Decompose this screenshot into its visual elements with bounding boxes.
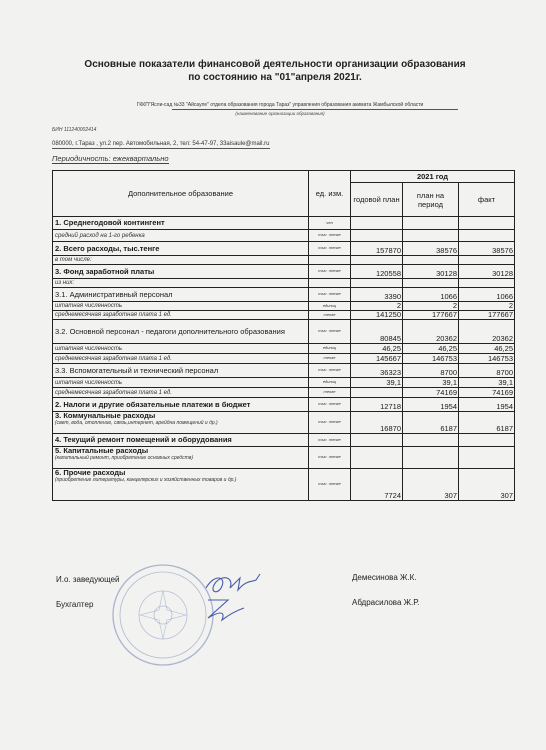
row-plan-period [403,279,459,288]
row-fact: 2 [459,302,515,311]
row-fact: 8700 [459,364,515,378]
row-indicator-label: 3. Коммунальные расходы [55,411,156,420]
table-body [53,217,515,501]
table-row [53,320,515,344]
row-indicator [53,217,309,230]
row-plan-year: 39,1 [351,378,403,388]
row-indicator-label: 3. Фонд заработной платы [55,266,155,276]
table-row [53,302,515,311]
table-row [53,398,515,412]
row-plan-year: 141250 [351,311,403,320]
row-plan-year: 7724 [351,469,403,501]
table-row [53,354,515,364]
row-plan-year: 12718 [351,398,403,412]
row-plan-year: 16870 [351,412,403,434]
row-unit: тыс. тенге [309,412,351,434]
row-unit [309,279,351,288]
row-unit: тыс. тенге [309,398,351,412]
row-fact [459,217,515,230]
financial-table [52,170,515,501]
row-indicator [53,302,309,311]
row-indicator [53,320,309,344]
row-plan-year [351,256,403,265]
address-line: 080000, г.Тараз , ул.2 пер. Автомобильная, 2, тел: 54-47-97, 33aisaule@mail.ru [52,141,270,147]
row-indicator-label: 3.3. Вспомогательный и технический персонал [55,365,219,375]
row-unit: тыс. тенге [309,288,351,302]
row-fact: 74169 [459,388,515,398]
row-indicator-label: 6. Прочие расходы [55,468,126,477]
table-row [53,434,515,447]
row-plan-period: 38576 [403,242,459,256]
row-unit [309,256,351,265]
table-row [53,412,515,434]
row-fact: 38576 [459,242,515,256]
row-plan-period: 6187 [403,412,459,434]
row-plan-year: 3390 [351,288,403,302]
row-plan-year: 80845 [351,320,403,344]
row-fact: 39,1 [459,378,515,388]
row-plan-period: 146753 [403,354,459,364]
row-indicator [53,412,309,434]
row-fact [459,256,515,265]
row-indicator [53,265,309,279]
row-plan-year [351,388,403,398]
row-plan-year [351,434,403,447]
row-plan-period: 74169 [403,388,459,398]
table-row [53,311,515,320]
director-role: И.о. заведующей [56,575,120,584]
header-fact: факт [459,183,515,217]
row-plan-year: 46,25 [351,344,403,354]
row-plan-period: 1954 [403,398,459,412]
row-fact: 46,25 [459,344,515,354]
row-indicator [53,311,309,320]
row-indicator-label: 2. Налоги и другие обязательные платежи в бюджет [55,399,251,409]
row-plan-year: 36323 [351,364,403,378]
row-indicator [53,344,309,354]
row-fact [459,447,515,469]
header-indicator: Дополнительное образование [53,171,309,217]
table-row [53,217,515,230]
row-fact: 307 [459,469,515,501]
row-indicator [53,398,309,412]
row-indicator-label: штатная численность [55,379,123,386]
table-row [53,447,515,469]
row-indicator-label: 5. Капитальные расходы [55,446,149,455]
row-plan-period: 177667 [403,311,459,320]
row-unit: тыс. тенге [309,320,351,344]
row-indicator [53,242,309,256]
row-unit: тыс. тенге [309,242,351,256]
row-plan-period [403,447,459,469]
row-indicator-label: 3.2. Основной персонал - педагоги дополнительного образования [55,326,285,336]
row-unit: тенге [309,388,351,398]
row-plan-year: 120558 [351,265,403,279]
row-indicator [53,388,309,398]
row-unit: тыс. тенге [309,469,351,501]
header-year: 2021 год [351,171,515,183]
row-indicator-label: в том числе: [55,257,92,263]
row-plan-period: 20362 [403,320,459,344]
row-plan-year [351,217,403,230]
row-plan-period [403,256,459,265]
director-name: Демесинова Ж.К. [352,573,417,582]
row-plan-period: 30128 [403,265,459,279]
table-row [53,256,515,265]
row-indicator-label: 3.1. Административный персонал [55,289,173,299]
row-indicator [53,288,309,302]
row-unit: тенге [309,354,351,364]
title-line-1: Основные показатели финансовой деятельности организации образования [84,59,466,70]
row-indicator-note: (капитальный ремонт, приобретение основных средств) [55,455,194,461]
row-indicator [53,364,309,378]
row-fact: 1954 [459,398,515,412]
row-plan-period: 46,25 [403,344,459,354]
organization-underline [172,109,458,110]
table-row [53,469,515,501]
table-row [53,279,515,288]
row-indicator [53,447,309,469]
table-row [53,388,515,398]
row-plan-period: 8700 [403,364,459,378]
row-fact: 177667 [459,311,515,320]
row-indicator-label: средний расход на 1-го ребенка [55,232,145,239]
row-indicator [53,469,309,501]
row-indicator [53,378,309,388]
header-plan-year: годовой план [351,183,403,217]
row-unit: единиц [309,344,351,354]
row-unit: тыс. тенге [309,230,351,242]
row-unit: единиц [309,378,351,388]
row-fact: 20362 [459,320,515,344]
header-plan-period: план на период [403,183,459,217]
accountant-role: Бухгалтер [56,600,94,609]
row-unit: тенге [309,311,351,320]
row-indicator-label: среднемесячная заработная плата 1 ед. [55,312,172,318]
row-plan-period: 39,1 [403,378,459,388]
row-fact [459,230,515,242]
row-plan-year [351,447,403,469]
row-indicator-label: среднемесячная заработная плата 1 ед. [55,355,172,362]
row-indicator-label: штатная численность [55,345,123,352]
accountant-name: Абдрасилова Ж.Р. [352,598,420,607]
row-indicator-label: среднемесячная заработная плата 1 ед. [55,389,172,396]
row-indicator-label: 4. Текущий ремонт помещений и оборудования [55,435,232,444]
row-indicator [53,279,309,288]
table-row [53,265,515,279]
row-unit: тыс. тенге [309,265,351,279]
signature-accountant-icon [200,592,270,628]
row-indicator-label: 1. Среднегодовой контингент [55,218,165,227]
row-plan-period: 307 [403,469,459,501]
row-indicator-note: (приобретение литературы, канцелярских и хозяйственных товаров и др.) [55,477,237,483]
row-plan-period: 1066 [403,288,459,302]
row-indicator [53,434,309,447]
row-indicator [53,230,309,242]
header-unit: ед. изм. [309,171,351,217]
row-indicator-label: из них: [55,280,75,286]
row-plan-year [351,279,403,288]
row-fact: 146753 [459,354,515,364]
row-plan-period [403,434,459,447]
organization-caption: (наименование организации образования) [235,111,325,116]
row-fact [459,434,515,447]
table-row [53,288,515,302]
organization-name: ГККП"Ясли-сад №33 "Айсауле" отдела образования города Тараз" управления образования акимата Жамбылской области [136,102,424,108]
row-plan-year: 2 [351,302,403,311]
row-fact: 1066 [459,288,515,302]
bin-number: БИН 111240002414 [52,127,97,133]
row-indicator-note: (свет, вода, отопление, связь,интернет, арейдна помещений и др.) [55,420,218,426]
row-unit: единиц [309,302,351,311]
row-unit: тыс. тенге [309,447,351,469]
periodicity: Периодичность: ежеквартально [52,154,169,163]
row-unit: тыс. тенге [309,364,351,378]
row-plan-period [403,217,459,230]
row-unit: тыс. тенге [309,434,351,447]
row-fact: 6187 [459,412,515,434]
table-row [53,344,515,354]
document-title [60,58,490,84]
row-plan-period [403,230,459,242]
row-plan-period: 2 [403,302,459,311]
row-plan-year: 157870 [351,242,403,256]
row-unit: чел [309,217,351,230]
row-plan-year [351,230,403,242]
row-fact [459,279,515,288]
table-row [53,230,515,242]
table-row [53,242,515,256]
table-row [53,364,515,378]
table-row [53,378,515,388]
title-line-2: по состоянию на "01"апреля 2021г. [188,72,362,83]
row-indicator-label: штатная численность [55,303,123,309]
row-indicator [53,354,309,364]
row-indicator-label: 2. Всего расходы, тыс.тенге [55,243,160,253]
row-fact: 30128 [459,265,515,279]
row-indicator [53,256,309,265]
row-plan-year: 145667 [351,354,403,364]
